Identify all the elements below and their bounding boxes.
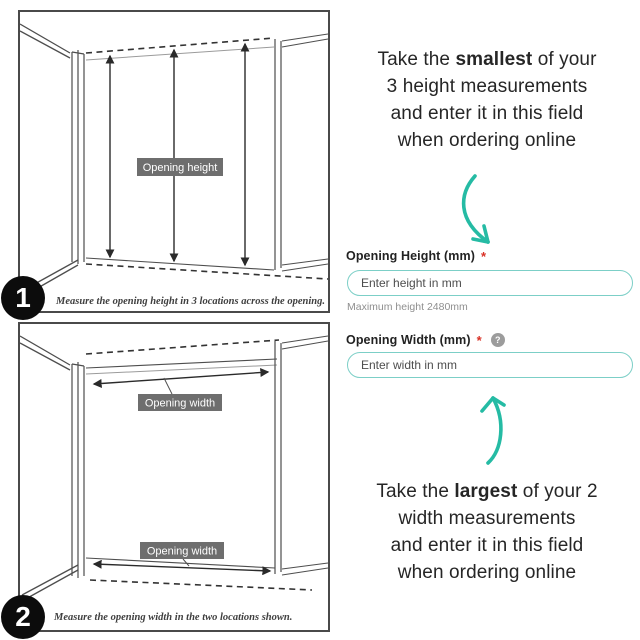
help-icon[interactable]: ? — [491, 333, 505, 347]
opening-width-input[interactable] — [347, 352, 633, 378]
height-diagram-svg — [20, 12, 328, 311]
instruction-line: Take the smallest of your — [377, 49, 597, 70]
height-arrows — [110, 44, 245, 265]
width-diagram-caption: Measure the opening width in the two locations shown. — [54, 612, 293, 623]
opening-height-chip — [137, 158, 223, 176]
max-height-helper-text: Maximum height 2480mm — [347, 301, 468, 313]
opening-width-chip-bottom-label: Opening width — [146, 545, 218, 558]
opening-width-chip-top-label: Opening width — [144, 397, 216, 410]
opening-height-label-row — [346, 249, 486, 263]
opening-height-input[interactable] — [347, 270, 633, 296]
height-instruction-text — [337, 46, 637, 154]
instruction-line: 3 height measurements — [386, 76, 588, 97]
opening-height-chip-label: Opening height — [142, 162, 218, 174]
step-1-badge: 1 — [1, 276, 45, 320]
instruction-line: width measurements — [398, 508, 576, 529]
instruction-line: Take the largest of your 2 — [376, 481, 598, 502]
width-measurement-panel — [18, 322, 330, 632]
opening-width-label-row — [346, 333, 505, 347]
opening-width-chip-top — [138, 378, 222, 411]
opening-height-label: Opening Height (mm) — [346, 249, 475, 263]
opening-width-label: Opening Width (mm) — [346, 333, 471, 347]
required-asterisk: * — [476, 332, 482, 348]
instruction-line: and enter it in this field — [390, 103, 584, 124]
instruction-line: when ordering online — [397, 130, 577, 151]
height-measurement-panel — [18, 10, 330, 313]
opening-width-chip-bottom — [140, 542, 224, 566]
instruction-line: and enter it in this field — [390, 535, 584, 556]
width-instruction-text — [337, 478, 637, 586]
width-diagram-svg — [20, 324, 328, 630]
curved-arrow-down-icon — [443, 168, 523, 252]
height-diagram-caption: Measure the opening height in 3 locations across the opening. — [56, 296, 325, 307]
required-asterisk: * — [480, 248, 487, 264]
curved-arrow-up-icon — [462, 390, 532, 470]
step-2-badge: 2 — [1, 595, 45, 639]
instruction-line: when ordering online — [397, 562, 577, 583]
